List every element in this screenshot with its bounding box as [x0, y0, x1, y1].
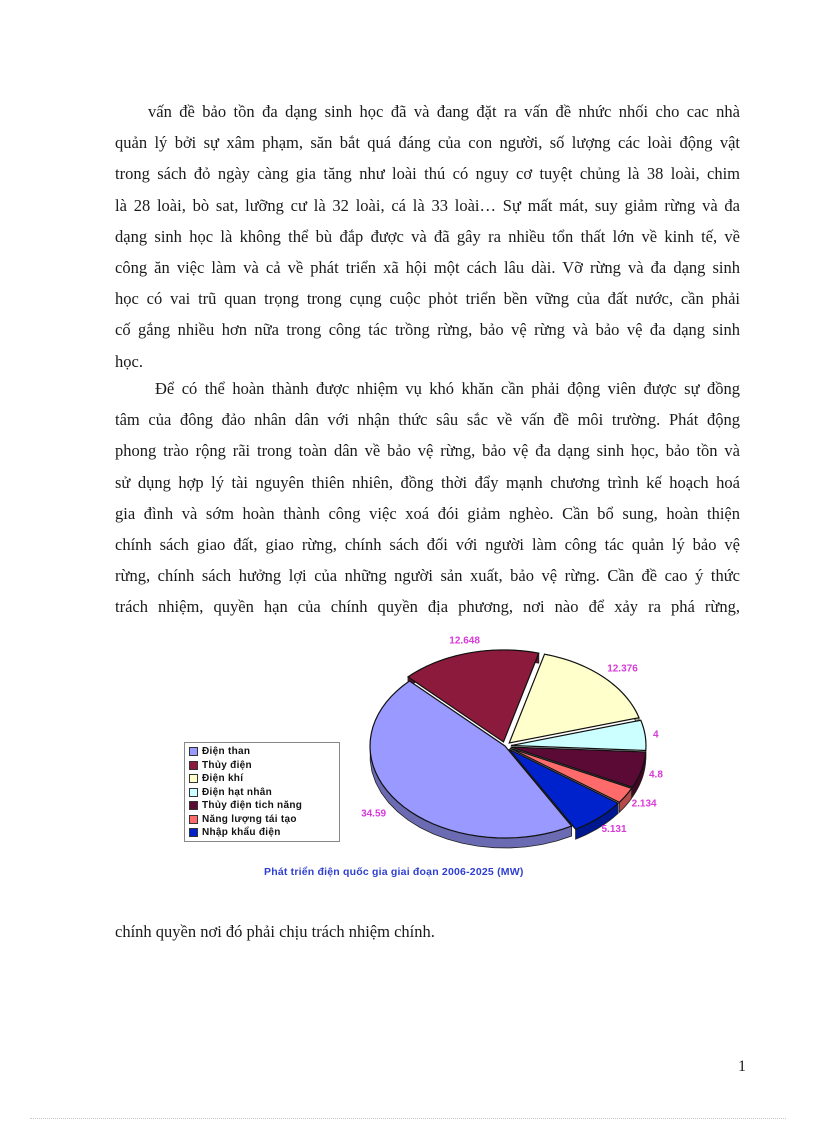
legend-swatch	[189, 828, 198, 837]
text-line: học.	[115, 351, 143, 371]
legend-swatch	[189, 774, 198, 783]
text-line: gia đình và sớm hoàn thành công việc xoá đói giảm nghèo. Cần bổ sung, hoàn thiện	[115, 503, 740, 523]
slice-value-label: 12.376	[607, 663, 638, 675]
legend-label: Điện hạt nhân	[202, 786, 273, 798]
legend-item	[189, 813, 335, 827]
page-number: 1	[738, 1058, 746, 1075]
text-line: chính quyền nơi đó phải chịu trách nhiệm chính.	[115, 922, 435, 941]
slice-value-label: 4	[653, 729, 659, 741]
slice-value-label: 2.134	[631, 798, 657, 810]
slice-value-label: 34.59	[361, 808, 387, 820]
legend-swatch	[189, 801, 198, 810]
legend-swatch	[189, 815, 198, 824]
legend-swatch	[189, 761, 198, 770]
paragraph-2	[115, 373, 740, 623]
text-line: quản lý bởi sự xâm phạm, săn bắt quá đáng của con người, số lượng các loài động vật	[115, 133, 740, 153]
page-bottom-rule	[30, 1118, 786, 1119]
slice-value-label: 4.8	[649, 769, 663, 781]
legend-swatch	[189, 747, 198, 756]
text-line: trong sách đỏ ngày càng gia tăng như loài thú có nguy cơ tuyệt chủng là 38 loài, chim	[115, 164, 740, 184]
paragraph-1	[115, 96, 740, 377]
legend-label: Nhập khẩu điện	[202, 827, 281, 839]
legend-item	[189, 786, 335, 800]
legend-label: Điện than	[202, 746, 251, 758]
legend-label: Thủy điện tich năng	[202, 800, 303, 812]
text-line: sử dụng hợp lý tài nguyên thiên nhiên, đồng thời đẩy mạnh chương trình kế hoạch hoá	[115, 472, 740, 492]
legend-label: Điện khí	[202, 773, 244, 785]
text-line: phong trào rộng rãi trong toàn dân về bảo vệ rừng, bảo vệ đa dạng sinh học, bảo tồn và	[115, 441, 740, 461]
text-line: dạng sinh học là không thể bù đắp được và đã gây ra nhiều tổn thất lớn về kinh tế, về	[115, 226, 740, 246]
text-line: rừng, chính sách hưởng lợi của những người sản xuất, bảo vệ rừng. Cần đề cao ý thức	[115, 566, 740, 586]
text-line: công ăn việc làm và cả về phát triển xã hội một cách lâu dài. Vỡ rừng và đa dạng sinh	[115, 258, 740, 278]
text-line: trách nhiệm, quyền hạn của chính quyền địa phương, nơi nào để xảy ra phá rừng,	[115, 597, 740, 617]
pie-chart-figure	[180, 635, 663, 890]
text-line: vấn đề bảo tồn đa dạng sinh học đã và đang đặt ra vấn đề nhức nhối cho cac nhà	[148, 102, 740, 121]
text-line: học có vai trũ quan trọng trong cụng cuộc phỏt triển bền vững của đất nước, cần phải	[115, 289, 740, 309]
chart-legend	[184, 742, 340, 842]
text-line: cố gắng nhiều hơn nữa trong công tác trồng rừng, bảo vệ rừng và bảo vệ đa dạng sinh	[115, 320, 740, 340]
legend-item	[189, 745, 335, 759]
slice-value-label: 12.648	[449, 635, 480, 647]
legend-item	[189, 799, 335, 813]
text-line: là 28 loài, bò sat, lưỡng cư là 32 loài, cá là 33 loài… Sự mất mát, suy giảm rừng và đa	[115, 195, 740, 215]
legend-swatch	[189, 788, 198, 797]
legend-item	[189, 772, 335, 786]
legend-label: Năng lượng tái tạo	[202, 813, 297, 825]
legend-item	[189, 759, 335, 773]
slice-value-label: 5.131	[601, 824, 627, 836]
text-line: Để có thể hoàn thành được nhiệm vụ khó khăn cần phải động viên được sự đồng	[155, 379, 740, 398]
paragraph-3	[115, 916, 740, 947]
chart-title: Phát triển điện quốc gia giai đoạn 2006-2025 (MW)	[264, 866, 524, 878]
legend-item	[189, 826, 335, 840]
text-line: tâm của đông đảo nhân dân với nhận thức sâu sắc về vấn đề môi trường. Phát động	[115, 410, 740, 430]
legend-label: Thủy điện	[202, 759, 252, 771]
text-line: chính sách giao đất, giao rừng, chính sách đối với người làm công tác quản lý bảo vệ	[115, 535, 740, 555]
